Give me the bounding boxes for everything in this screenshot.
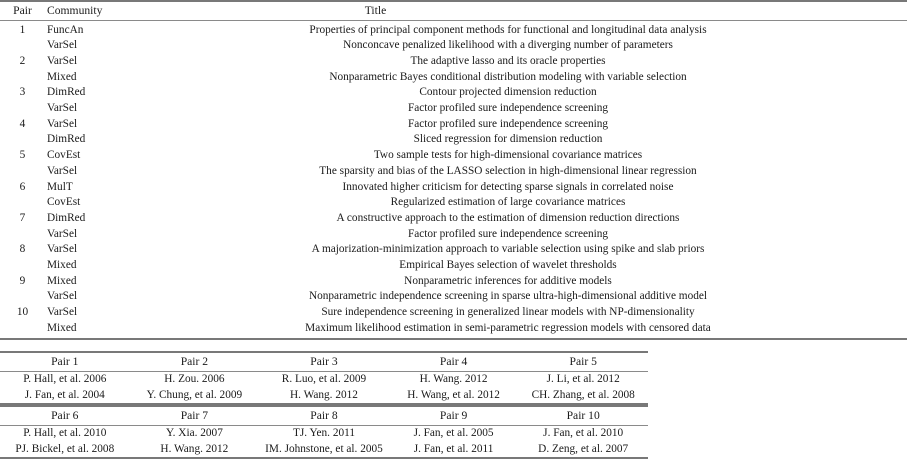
cell-reference: H. Zou. 2006 bbox=[164, 373, 225, 385]
cell-reference: IM. Johnstone, et al. 2005 bbox=[265, 442, 383, 455]
cell-community: VarSel bbox=[47, 54, 78, 67]
references-table bbox=[0, 405, 648, 459]
cell-community: Mixed bbox=[47, 259, 77, 272]
table-row bbox=[0, 85, 907, 101]
table-row bbox=[0, 289, 907, 305]
cell-reference: J. Fan, et al. 2005 bbox=[413, 427, 494, 440]
cell-reference: J. Fan, et al. 2004 bbox=[24, 388, 105, 401]
cell-pair bbox=[0, 227, 45, 243]
table-row bbox=[0, 21, 907, 39]
pairs-table-head bbox=[0, 1, 907, 21]
column-header-pair: Pair bbox=[13, 4, 32, 17]
column-header-pair-group: Pair 10 bbox=[566, 409, 600, 423]
column-header-pair-group: Pair 1 bbox=[51, 355, 79, 368]
column-header-pair-group: Pair 9 bbox=[439, 409, 468, 423]
table-row bbox=[0, 426, 648, 442]
references-header-row bbox=[0, 352, 648, 372]
cell-community: Mixed bbox=[47, 274, 77, 287]
cell-pair bbox=[0, 132, 45, 148]
cell-title: Contour projected dimension reduction bbox=[419, 86, 597, 99]
column-header-title: Title bbox=[364, 4, 387, 17]
cell-pair bbox=[0, 258, 45, 274]
cell-title: Nonparametric Bayes conditional distribution modeling with variable selection bbox=[329, 70, 687, 83]
cell-reference: H. Wang. 2012 bbox=[290, 388, 358, 401]
column-header-community: Community bbox=[47, 4, 103, 17]
column-header-pair-group: Pair 8 bbox=[310, 409, 338, 423]
cell-pair bbox=[0, 195, 45, 211]
references-block bbox=[0, 405, 640, 459]
cell-pair: 7 bbox=[19, 211, 26, 224]
table-row bbox=[0, 101, 907, 117]
cell-pair bbox=[0, 289, 45, 305]
cell-community: VarSel bbox=[47, 39, 78, 52]
cell-community: VarSel bbox=[47, 290, 78, 303]
cell-pair bbox=[0, 321, 45, 339]
cell-pair bbox=[0, 101, 45, 117]
cell-title: The adaptive lasso and its oracle properties bbox=[410, 54, 606, 67]
cell-community: VarSel bbox=[47, 306, 78, 319]
table-row bbox=[0, 258, 907, 274]
cell-title: Sliced regression for dimension reduction bbox=[413, 133, 603, 146]
cell-pair: 2 bbox=[19, 54, 26, 67]
references-table-container bbox=[0, 351, 640, 459]
cell-community: DimRed bbox=[47, 86, 86, 99]
cell-reference: R. Luo, et al. 2009 bbox=[281, 373, 367, 385]
table-row bbox=[0, 164, 907, 180]
cell-reference: PJ. Bickel, et al. 2008 bbox=[15, 442, 115, 455]
cell-title: Maximum likelihood estimation in semi-parametric regression models with censored data bbox=[305, 321, 711, 334]
cell-pair: 3 bbox=[19, 86, 26, 99]
table-row bbox=[0, 242, 907, 258]
cell-community: DimRed bbox=[47, 211, 86, 224]
cell-reference: H. Wang. 2012 bbox=[419, 373, 488, 385]
cell-pair bbox=[0, 70, 45, 86]
table-row bbox=[0, 132, 907, 148]
cell-community: MulT bbox=[47, 180, 73, 193]
table-row bbox=[0, 148, 907, 164]
cell-title: Factor profiled sure independence screening bbox=[407, 227, 609, 240]
cell-title: Nonconcave penalized likelihood with a diverging number of parameters bbox=[343, 39, 673, 52]
cell-title: Factor profiled sure independence screening bbox=[407, 117, 609, 130]
cell-pair: 6 bbox=[19, 180, 26, 193]
references-table-body bbox=[0, 426, 648, 459]
cell-community: CovEst bbox=[47, 196, 81, 209]
pairs-table-body bbox=[0, 21, 907, 340]
cell-title: Sure independence screening in generalized linear models with NP-dimensionality bbox=[321, 306, 695, 319]
column-header-pair-group: Pair 7 bbox=[180, 409, 209, 423]
cell-reference: D. Zeng, et al. 2007 bbox=[538, 442, 629, 455]
cell-reference: TJ. Yen. 2011 bbox=[292, 427, 355, 440]
cell-title: Factor profiled sure independence screening bbox=[407, 102, 609, 115]
table-row bbox=[0, 305, 907, 321]
table-row bbox=[0, 195, 907, 211]
cell-community: CovEst bbox=[47, 149, 81, 162]
column-header-pair-group: Pair 3 bbox=[310, 355, 338, 368]
cell-reference: J. Fan, et al. 2011 bbox=[413, 442, 494, 455]
cell-pair bbox=[0, 164, 45, 180]
cell-title: Properties of principal component methods for functional and longitudinal data analysis bbox=[309, 23, 707, 36]
cell-reference: Y. Chung, et al. 2009 bbox=[146, 388, 243, 401]
cell-title: Two sample tests for high-dimensional covariance matrices bbox=[373, 149, 643, 162]
cell-reference: CH. Zhang, et al. 2008 bbox=[531, 388, 635, 401]
cell-reference: P. Hall, et al. 2010 bbox=[23, 427, 107, 440]
cell-community: FuncAn bbox=[47, 23, 84, 36]
references-table-head bbox=[0, 352, 648, 372]
cell-reference: J. Fan, et al. 2010 bbox=[543, 427, 624, 440]
pairs-table-header-row bbox=[0, 1, 907, 21]
cell-community: VarSel bbox=[47, 117, 78, 130]
cell-reference: H. Wang. 2012 bbox=[160, 442, 229, 455]
cell-reference: P. Hall, et al. 2006 bbox=[23, 373, 107, 385]
column-header-pair-group: Pair 2 bbox=[180, 355, 209, 368]
table-row bbox=[0, 372, 648, 388]
table-row bbox=[0, 54, 907, 70]
cell-community: VarSel bbox=[47, 227, 78, 240]
cell-title: Nonparametric inferences for additive models bbox=[404, 274, 612, 287]
column-header-pair-group: Pair 4 bbox=[439, 355, 468, 368]
references-block bbox=[0, 351, 640, 405]
cell-community: DimRed bbox=[47, 133, 86, 146]
references-table bbox=[0, 351, 648, 405]
table-row bbox=[0, 211, 907, 227]
references-table-body bbox=[0, 372, 648, 405]
table-row bbox=[0, 70, 907, 86]
cell-pair: 4 bbox=[19, 117, 26, 130]
table-row bbox=[0, 38, 907, 54]
cell-community: VarSel bbox=[47, 243, 78, 256]
table-row bbox=[0, 442, 648, 459]
cell-community: Mixed bbox=[47, 70, 77, 83]
cell-title: The sparsity and bias of the LASSO selection in high-dimensional linear regression bbox=[319, 164, 697, 177]
cell-pair: 5 bbox=[19, 149, 26, 162]
table-row bbox=[0, 180, 907, 196]
cell-community: VarSel bbox=[47, 102, 78, 115]
cell-reference: J. Li, et al. 2012 bbox=[546, 373, 620, 385]
cell-pair: 9 bbox=[19, 274, 26, 287]
cell-title: Innovated higher criticism for detecting sparse signals in correlated noise bbox=[342, 180, 674, 193]
cell-title: A constructive approach to the estimation of dimension reduction directions bbox=[336, 211, 680, 224]
cell-title: Nonparametric independence screening in sparse ultra-high-dimensional additive model bbox=[308, 290, 708, 303]
references-table-head bbox=[0, 406, 648, 426]
cell-pair: 1 bbox=[19, 23, 26, 36]
table-row bbox=[0, 227, 907, 243]
table-row bbox=[0, 388, 648, 405]
cell-title: A majorization-minimization approach to variable selection using spike and slab priors bbox=[311, 243, 705, 256]
column-header-pair-group: Pair 6 bbox=[51, 409, 79, 423]
table-row bbox=[0, 274, 907, 290]
table-row bbox=[0, 321, 907, 339]
cell-pair bbox=[0, 38, 45, 54]
references-blocks bbox=[0, 351, 640, 459]
cell-title: Empirical Bayes selection of wavelet thresholds bbox=[399, 259, 617, 272]
references-header-row bbox=[0, 406, 648, 426]
cell-community: Mixed bbox=[47, 321, 77, 334]
cell-community: VarSel bbox=[47, 164, 78, 177]
cell-reference: Y. Xia. 2007 bbox=[165, 427, 223, 440]
cell-pair: 8 bbox=[19, 243, 26, 256]
column-header-pair-group: Pair 5 bbox=[569, 355, 597, 368]
cell-title: Regularized estimation of large covariance matrices bbox=[390, 196, 626, 209]
table-row bbox=[0, 117, 907, 133]
cell-pair: 10 bbox=[16, 306, 29, 319]
cell-reference: H. Wang, et al. 2012 bbox=[407, 388, 500, 401]
